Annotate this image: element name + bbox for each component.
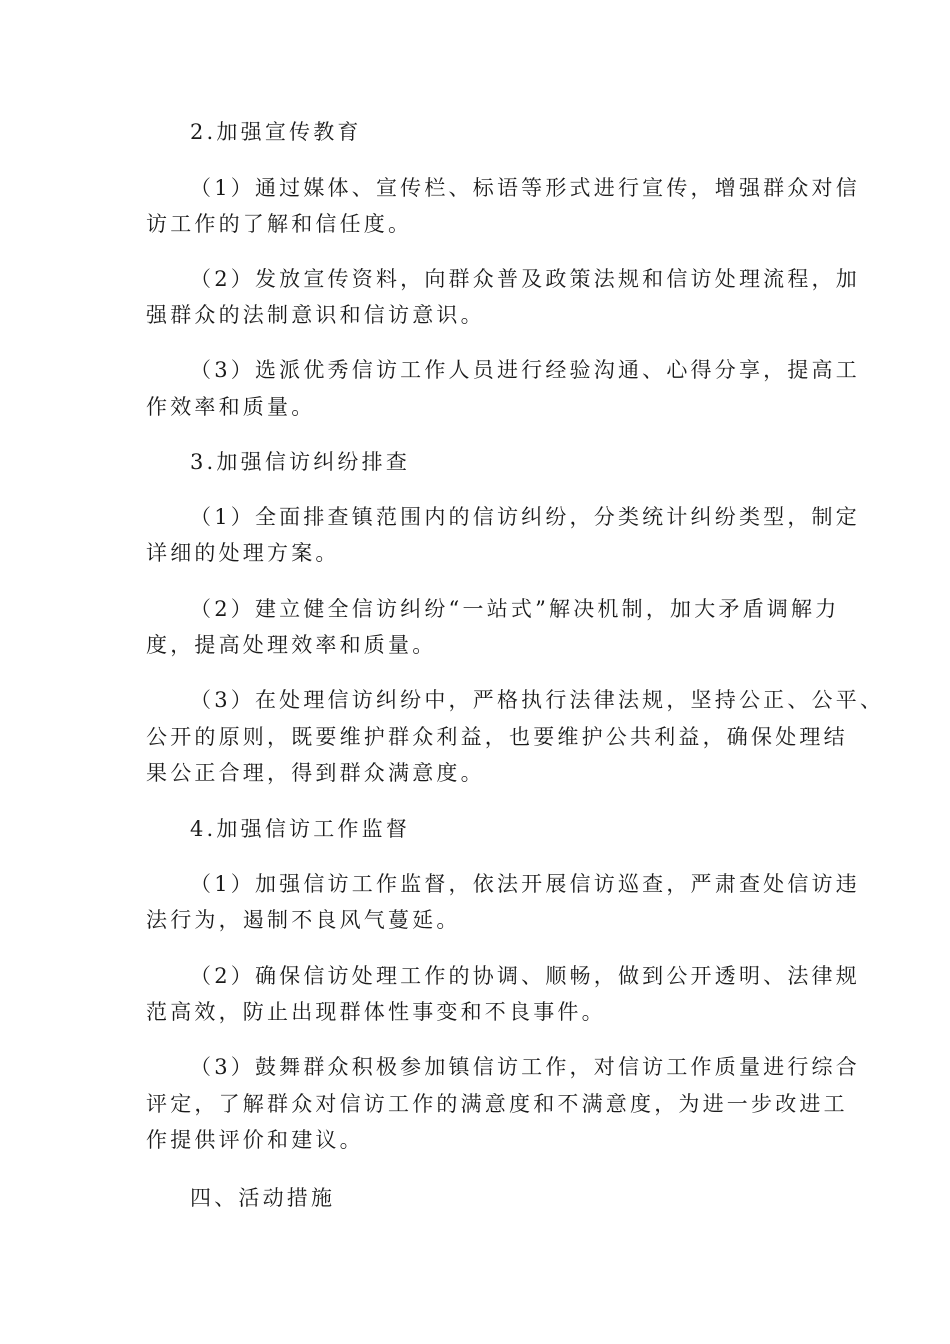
paragraph-line: 作提供评价和建议。 — [146, 1128, 364, 1152]
paragraph-line: （1）加强信访工作监督，依法开展信访巡查，严肃查处信访违 — [190, 872, 860, 896]
paragraph-line: 强群众的法制意识和信访意识。 — [146, 303, 485, 327]
paragraph-line: 法行为，遏制不良风气蔓延。 — [146, 908, 461, 932]
paragraph-line: 度，提高处理效率和质量。 — [146, 633, 437, 657]
paragraph-line: （3）在处理信访纠纷中，严格执行法律法规，坚持公正、公平、 — [190, 688, 885, 712]
paragraph-line: （1）全面排查镇范围内的信访纠纷，分类统计纠纷类型，制定 — [190, 505, 860, 529]
paragraph-line: （3）鼓舞群众积极参加镇信访工作，对信访工作质量进行综合 — [190, 1055, 860, 1079]
paragraph-line: 范高效，防止出现群体性事变和不良事件。 — [146, 1000, 606, 1024]
paragraph-line: （2）发放宣传资料，向群众普及政策法规和信访处理流程，加 — [190, 267, 860, 291]
paragraph-line: 公开的原则，既要维护群众利益，也要维护公共利益，确保处理结 — [146, 725, 848, 749]
paragraph-line: （2）建立健全信访纠纷“一站式”解决机制，加大矛盾调解力 — [190, 597, 840, 621]
section-heading: 4.加强信访工作监督 — [190, 817, 411, 841]
paragraph-line: 详细的处理方案。 — [146, 541, 340, 565]
section-heading: 2.加强宣传教育 — [190, 120, 362, 144]
paragraph-line: 作效率和质量。 — [146, 395, 316, 419]
section-heading: 3.加强信访纠纷排查 — [190, 450, 411, 474]
section-heading: 四、活动措施 — [190, 1186, 336, 1210]
paragraph-line: 果公正合理，得到群众满意度。 — [146, 761, 485, 785]
paragraph-line: （2）确保信访处理工作的协调、顺畅，做到公开透明、法律规 — [190, 964, 860, 988]
paragraph-line: 评定，了解群众对信访工作的满意度和不满意度，为进一步改进工 — [146, 1092, 848, 1116]
paragraph-line: （3）选派优秀信访工作人员进行经验沟通、心得分享，提高工 — [190, 358, 860, 382]
paragraph-line: 访工作的了解和信任度。 — [146, 212, 413, 236]
paragraph-line: （1）通过媒体、宣传栏、标语等形式进行宣传，增强群众对信 — [190, 176, 860, 200]
